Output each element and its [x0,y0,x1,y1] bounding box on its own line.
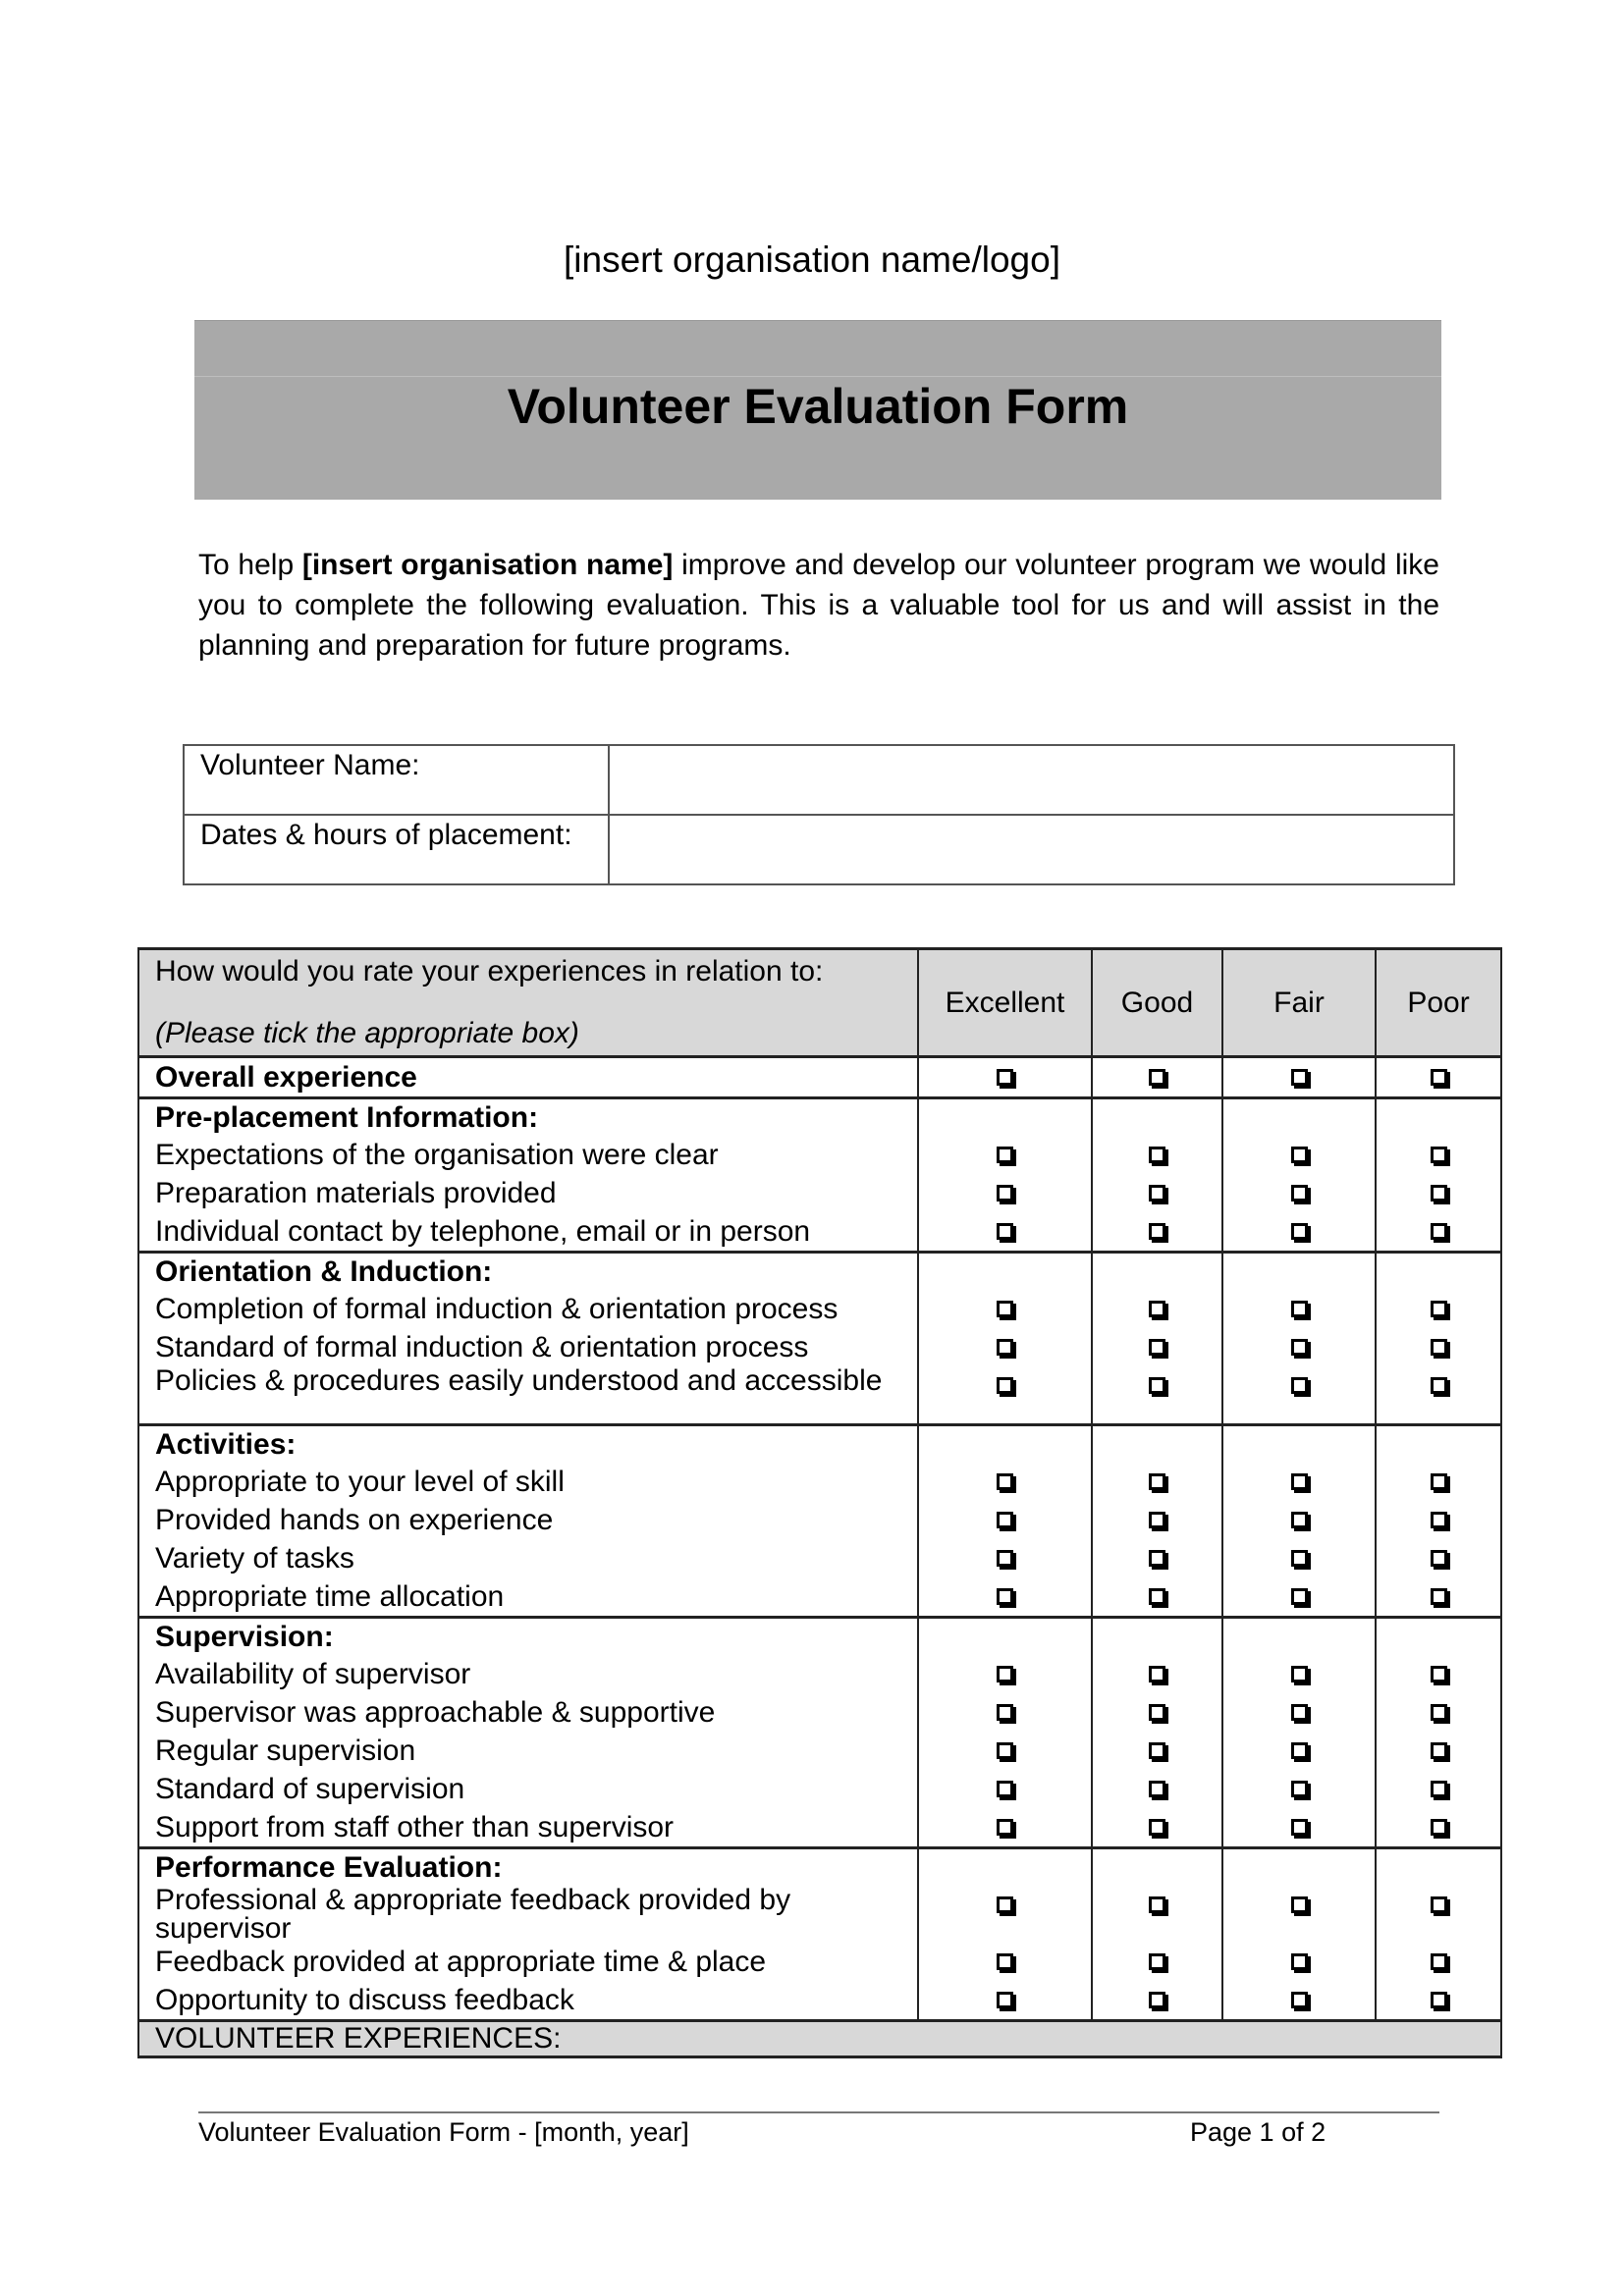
question-label: Supervisor was approachable & supportive [155,1696,716,1729]
question-label: Standard of supervision [155,1773,465,1805]
section-title: Performance Evaluation: [155,1851,503,1884]
poor-checkbox[interactable] [1431,1185,1447,1201]
poor-checkbox[interactable] [1431,1550,1447,1567]
question-label: Opportunity to discuss feedback [155,1984,574,2016]
fair-checkbox[interactable] [1291,1666,1308,1682]
question-label: Feedback provided at appropriate time & place [155,1946,767,1978]
good-checkbox[interactable] [1149,1992,1165,2008]
good-checkbox[interactable] [1149,1185,1165,1201]
poor-checkbox[interactable] [1431,1742,1447,1759]
question-label: Provided hands on experience [155,1504,554,1536]
excellent-checkbox[interactable] [997,1550,1013,1567]
footer-page-number: Page 1 of 2 [1190,2117,1326,2147]
poor-checkbox[interactable] [1431,1301,1447,1317]
fair-checkbox[interactable] [1291,1147,1308,1163]
fair-checkbox[interactable] [1291,1819,1308,1836]
fair-checkbox[interactable] [1291,1588,1308,1605]
placement-dates-label: Dates & hours of placement: [184,815,609,884]
fair-checkbox[interactable] [1291,1512,1308,1528]
excellent-checkbox[interactable] [997,1953,1013,1970]
overall-poor-checkbox[interactable] [1431,1069,1447,1086]
question-label: Support from staff other than supervisor [155,1811,675,1843]
excellent-checkbox[interactable] [997,1704,1013,1721]
section-title: Pre-placement Information: [155,1101,539,1134]
question-label: Professional & appropriate feedback provided by supervisor [155,1884,791,1945]
excellent-checkbox[interactable] [997,1742,1013,1759]
poor-checkbox[interactable] [1431,1377,1447,1394]
good-checkbox[interactable] [1149,1781,1165,1797]
fair-checkbox[interactable] [1291,1377,1308,1394]
excellent-checkbox[interactable] [997,1473,1013,1490]
fair-checkbox[interactable] [1291,1781,1308,1797]
fair-checkbox[interactable] [1291,1704,1308,1721]
question-label: Expectations of the organisation were clear [155,1139,719,1171]
excellent-checkbox[interactable] [997,1185,1013,1201]
poor-checkbox[interactable] [1431,1953,1447,1970]
fair-checkbox[interactable] [1291,1953,1308,1970]
volunteer-experiences-label: VOLUNTEER EXPERIENCES: [138,2021,1501,2057]
good-checkbox[interactable] [1149,1339,1165,1356]
overall-excellent-checkbox[interactable] [997,1069,1013,1086]
form-title: Volunteer Evaluation Form [507,379,1129,434]
excellent-checkbox[interactable] [997,1781,1013,1797]
volunteer-name-field[interactable] [609,745,1454,815]
poor-checkbox[interactable] [1431,1704,1447,1721]
question-label: Appropriate time allocation [155,1580,505,1613]
page-footer [198,2111,1439,2147]
excellent-checkbox[interactable] [997,1301,1013,1317]
poor-checkbox[interactable] [1431,1339,1447,1356]
fair-checkbox[interactable] [1291,1550,1308,1567]
poor-checkbox[interactable] [1431,1666,1447,1682]
question-label: Appropriate to your level of skill [155,1466,565,1498]
question-label: Standard of formal induction & orientation process [155,1331,809,1363]
good-checkbox[interactable] [1149,1588,1165,1605]
section-3 [138,1618,1501,1848]
rating-table [137,947,1502,2058]
question-label: Policies & procedures easily understood and accessible [155,1364,883,1397]
question-label: Regular supervision [155,1735,416,1767]
excellent-checkbox[interactable] [997,1992,1013,2008]
poor-checkbox[interactable] [1431,1588,1447,1605]
column-fair: Fair [1222,949,1376,1057]
section-title: Orientation & Induction: [155,1255,493,1288]
good-checkbox[interactable] [1149,1953,1165,1970]
poor-checkbox[interactable] [1431,1781,1447,1797]
excellent-checkbox[interactable] [997,1147,1013,1163]
volunteer-name-label: Volunteer Name: [184,745,609,815]
poor-checkbox[interactable] [1431,1223,1447,1240]
overall-label: Overall experience [155,1061,417,1094]
question-label: Individual contact by telephone, email or in person [155,1215,811,1248]
section-title: Supervision: [155,1621,334,1653]
good-checkbox[interactable] [1149,1704,1165,1721]
volunteer-experiences-row [138,2021,1501,2057]
column-good: Good [1092,949,1222,1057]
overall-row [138,1057,1501,1098]
good-checkbox[interactable] [1149,1473,1165,1490]
good-checkbox[interactable] [1149,1147,1165,1163]
fair-checkbox[interactable] [1291,1742,1308,1759]
intro-paragraph [198,545,1439,666]
excellent-checkbox[interactable] [997,1377,1013,1394]
good-checkbox[interactable] [1149,1666,1165,1682]
rating-instruction: (Please tick the appropriate box) [155,1017,579,1049]
poor-checkbox[interactable] [1431,1896,1447,1913]
question-label: Preparation materials provided [155,1177,557,1209]
intro-text-pre: To help [198,549,302,581]
question-label: Availability of supervisor [155,1658,471,1690]
title-banner [194,320,1441,500]
fair-checkbox[interactable] [1291,1223,1308,1240]
volunteer-info-table [183,744,1455,885]
good-checkbox[interactable] [1149,1301,1165,1317]
rating-prompt: How would you rate your experiences in relation to: [155,955,824,988]
excellent-checkbox[interactable] [997,1588,1013,1605]
good-checkbox[interactable] [1149,1223,1165,1240]
intro-text-post: improve and develop our volunteer program we would like you to complete the following evaluation. This is a valuable tool for us and will assist in the planning and preparation for future programs. [198,549,1439,662]
footer-form-name: Volunteer Evaluation Form - [month, year] [198,2117,689,2147]
poor-checkbox[interactable] [1431,1473,1447,1490]
overall-fair-checkbox[interactable] [1291,1069,1308,1086]
fair-checkbox[interactable] [1291,1896,1308,1913]
placement-dates-field[interactable] [609,815,1454,884]
fair-checkbox[interactable] [1291,1339,1308,1356]
poor-checkbox[interactable] [1431,1819,1447,1836]
column-poor: Poor [1376,949,1501,1057]
fair-checkbox[interactable] [1291,1473,1308,1490]
question-label: Variety of tasks [155,1542,354,1575]
excellent-checkbox[interactable] [997,1223,1013,1240]
rating-header-row [138,949,1501,1057]
excellent-checkbox[interactable] [997,1896,1013,1913]
good-checkbox[interactable] [1149,1377,1165,1394]
excellent-checkbox[interactable] [997,1819,1013,1836]
good-checkbox[interactable] [1149,1550,1165,1567]
section-title: Activities: [155,1428,297,1461]
good-checkbox[interactable] [1149,1742,1165,1759]
section-1 [138,1253,1501,1425]
overall-good-checkbox[interactable] [1149,1069,1165,1086]
section-0 [138,1098,1501,1253]
section-4 [138,1848,1501,2021]
good-checkbox[interactable] [1149,1512,1165,1528]
intro-org-name: [insert organisation name] [301,549,674,581]
poor-checkbox[interactable] [1431,1992,1447,2008]
fair-checkbox[interactable] [1291,1185,1308,1201]
poor-checkbox[interactable] [1431,1147,1447,1163]
poor-checkbox[interactable] [1431,1512,1447,1528]
fair-checkbox[interactable] [1291,1301,1308,1317]
fair-checkbox[interactable] [1291,1992,1308,2008]
excellent-checkbox[interactable] [997,1666,1013,1682]
question-label: Completion of formal induction & orientation process [155,1293,839,1325]
section-2 [138,1425,1501,1618]
excellent-checkbox[interactable] [997,1512,1013,1528]
organisation-name-placeholder: [insert organisation name/logo] [564,240,1060,280]
excellent-checkbox[interactable] [997,1339,1013,1356]
column-excellent: Excellent [918,949,1092,1057]
good-checkbox[interactable] [1149,1896,1165,1913]
good-checkbox[interactable] [1149,1819,1165,1836]
